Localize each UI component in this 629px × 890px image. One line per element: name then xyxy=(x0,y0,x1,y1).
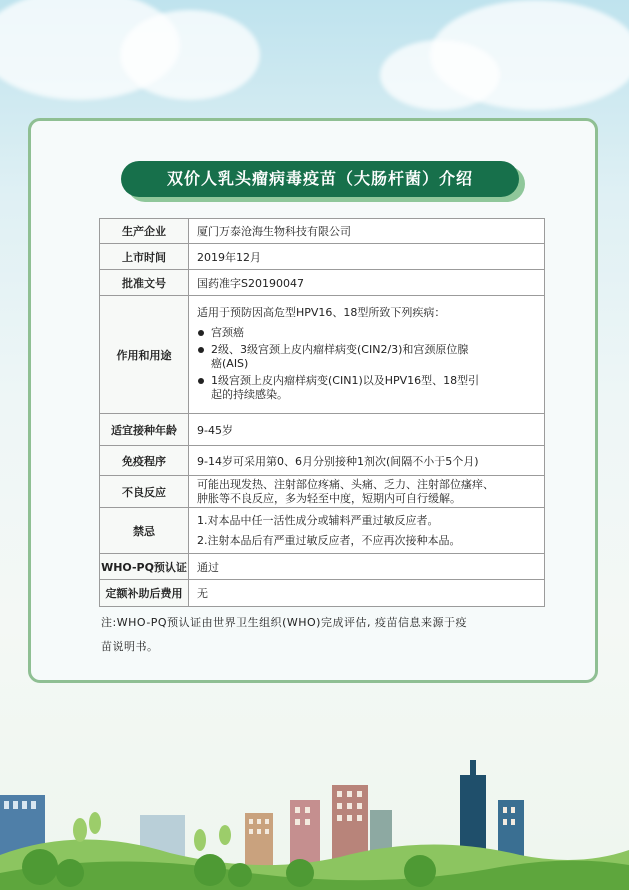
row-value xyxy=(189,508,545,554)
row-value: 2019年12月 xyxy=(189,244,545,270)
row-label: 上市时间 xyxy=(100,244,189,270)
row-label: 生产企业 xyxy=(100,219,189,244)
row-label: 定额补助后费用 xyxy=(100,580,189,607)
vaccine-info-table xyxy=(99,218,545,607)
bullet-icon xyxy=(198,347,204,353)
row-value: 国药准字S20190047 xyxy=(189,270,545,296)
row-value: 9-14岁可采用第0、6月分别接种1剂次(间隔不小于5个月) xyxy=(189,446,545,476)
usage-item-text: 宫颈癌 xyxy=(211,326,244,339)
adverse-line: 肿胀等不良反应，多为轻至中度，短期内可自行缓解。 xyxy=(197,491,461,505)
usage-item-text: 癌(AIS) xyxy=(211,357,249,370)
table-row xyxy=(100,446,545,476)
page-title: 双价人乳头瘤病毒疫苗（大肠杆菌）介绍 xyxy=(121,161,519,197)
row-label: 批准文号 xyxy=(100,270,189,296)
usage-intro: 适用于预防因高危型HPV16、18型所致下列疾病： xyxy=(197,306,446,319)
usage-item-text: 1级宫颈上皮内瘤样病变(CIN1)以及HPV16型、18型引 xyxy=(211,374,480,387)
row-value: 通过 xyxy=(189,554,545,580)
footnote-line: 注:WHO-PQ预认证由世界卫生组织(WHO)完成评估, 疫苗信息来源于疫 xyxy=(101,616,467,629)
row-value: 无 xyxy=(189,580,545,607)
row-label: 作用和用途 xyxy=(100,296,189,414)
adverse-line: 可能出现发热、注射部位疼痛、头痛、乏力、注射部位瘙痒、 xyxy=(197,477,494,491)
cloud-decoration xyxy=(380,40,500,110)
row-value xyxy=(189,476,545,508)
bullet-icon xyxy=(198,378,204,384)
row-label: WHO-PQ预认证 xyxy=(100,554,189,580)
row-value: 9-45岁 xyxy=(189,414,545,446)
footnote-line: 苗说明书。 xyxy=(101,640,159,653)
city-illustration xyxy=(0,755,629,890)
usage-item-text: 2级、3级宫颈上皮内瘤样病变(CIN2/3)和宫颈原位腺 xyxy=(211,343,469,356)
usage-item xyxy=(197,326,536,340)
table-row xyxy=(100,270,545,296)
info-card xyxy=(28,118,598,683)
footnote xyxy=(101,611,546,659)
table-row xyxy=(100,244,545,270)
contra-line: 2.注射本品后有严重过敏反应者，不应再次接种本品。 xyxy=(197,533,461,547)
row-value xyxy=(189,296,545,414)
row-label: 不良反应 xyxy=(100,476,189,508)
contra-line: 1.对本品中任一活性成分或辅料严重过敏反应者。 xyxy=(197,513,439,527)
row-label: 适宜接种年龄 xyxy=(100,414,189,446)
table-row xyxy=(100,296,545,414)
usage-item xyxy=(197,343,536,371)
table-row xyxy=(100,508,545,554)
table-row xyxy=(100,219,545,244)
bullet-icon xyxy=(198,330,204,336)
table-row xyxy=(100,554,545,580)
table-row xyxy=(100,414,545,446)
cloud-decoration xyxy=(120,10,260,100)
usage-item xyxy=(197,374,536,402)
usage-item-text: 起的持续感染。 xyxy=(211,388,288,401)
row-label: 禁忌 xyxy=(100,508,189,554)
table-row xyxy=(100,580,545,607)
table-row xyxy=(100,476,545,508)
title-banner xyxy=(121,161,521,197)
row-label: 免疫程序 xyxy=(100,446,189,476)
row-value: 厦门万泰沧海生物科技有限公司 xyxy=(189,219,545,244)
